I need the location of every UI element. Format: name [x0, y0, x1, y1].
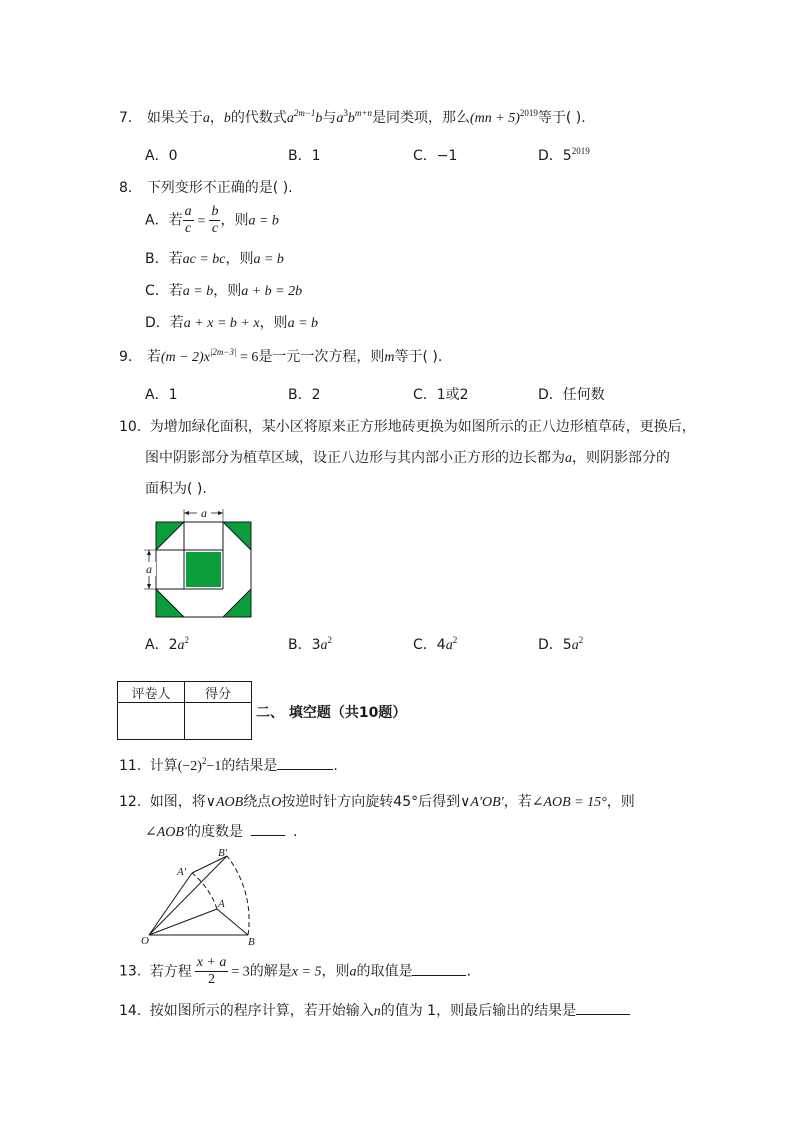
q10-line-2: 图中阴影部分为植草区域，设正八边形与其内部小正方形的边长都为a，则阴影部分的 — [145, 450, 670, 466]
fraction: $\frac{x + a}{2}$ — [196, 955, 227, 987]
answer-blank[interactable] — [412, 975, 466, 976]
label-o: O — [141, 935, 149, 947]
score-header: 得分 — [185, 682, 252, 703]
q11: 11. 计算$(-2)^2-1$的结果是 . — [119, 756, 338, 774]
q12-line-1: 12. 如图，将∨AOB绕点O按逆时针方向旋转45°后得到∨A′OB′，若∠AOB = 15°，则 — [119, 794, 635, 810]
inner-square — [186, 552, 221, 587]
fraction: $\frac{b}{c}$ — [211, 204, 219, 236]
label-b: B — [248, 936, 255, 948]
fig-label-left: a — [146, 562, 152, 576]
fraction: $\frac{a}{c}$ — [184, 204, 192, 236]
q14: 14. 按如图所示的程序计算，若开始输入n的值为 1，则最后输出的结果是 — [119, 1000, 630, 1020]
q13-number: 13. — [119, 963, 142, 980]
q9-option-c[interactable]: C．1或2 — [413, 387, 469, 403]
answer-blank[interactable] — [277, 769, 333, 770]
q9: 9. 若$(m - 2)x^{|2m-3|} = 6$是一元一次方程，则m等于( ). — [119, 347, 443, 365]
q7-option-d[interactable]: D．$5^{2019}$ — [538, 146, 590, 164]
q8-option-a[interactable]: A．若 $\frac{a}{c}$ = $\frac{b}{c}$ ，则a = b — [145, 204, 279, 236]
grader-cell[interactable] — [118, 703, 185, 740]
q12-number: 12. — [119, 794, 142, 810]
q11-number: 11. — [119, 758, 142, 774]
q7-option-a[interactable]: A．0 — [145, 148, 178, 164]
q10-line-3: 面积为( ). — [145, 481, 207, 497]
q8-option-c[interactable]: C．若a = b，则a + b = 2b — [145, 283, 303, 299]
fig-label-top: a — [201, 506, 207, 520]
q7-number: 7. — [119, 110, 133, 126]
q14-number: 14. — [119, 1003, 142, 1019]
label-a: A — [218, 898, 225, 910]
score-cell[interactable] — [185, 703, 252, 740]
section-heading: 二、 填空题（共10题） — [256, 705, 407, 721]
q8: 8. 下列变形不正确的是( ). — [119, 180, 293, 196]
q10-line-1: 10. 为增加绿化面积，某小区将原来正方形地砖更换为如图所示的正八边形植草砖，更换后， — [119, 419, 696, 435]
octagon-tile-figure — [140, 506, 256, 620]
score-table — [117, 681, 252, 740]
q8-number: 8. — [119, 180, 133, 196]
answer-blank[interactable] — [251, 835, 285, 836]
q9-option-d[interactable]: D．任何数 — [538, 387, 605, 403]
q10-option-a[interactable]: A．$2a^2$ — [145, 635, 189, 653]
q8-option-d[interactable]: D．若a + x = b + x，则a = b — [145, 315, 319, 331]
answer-blank[interactable] — [576, 1014, 630, 1015]
q9-number: 9. — [119, 349, 133, 365]
q9-option-a[interactable]: A．1 — [145, 387, 178, 403]
q10-option-b[interactable]: B．$3a^2$ — [288, 635, 333, 653]
q10-option-c[interactable]: C．$4a^2$ — [413, 635, 458, 653]
q13: 13. 若方程 $\frac{x + a}{2}$ = 3的解是x = 5，则a的取值是 . — [119, 955, 471, 987]
label-b-prime: B′ — [218, 847, 228, 859]
q7: 7. 如果关于a，b的代数式$a^{2m-1}b$与$a^3b^{m+n}$是同类项，那么(mn + 5)$^{2019}$等于( ). — [119, 108, 586, 126]
q10-number: 10. — [119, 419, 142, 435]
q8-option-b[interactable]: B．若ac = bc，则a = b — [145, 251, 284, 267]
rotation-figure — [140, 845, 270, 949]
q9-option-b[interactable]: B．2 — [288, 387, 321, 403]
q7-option-b[interactable]: B．1 — [288, 148, 321, 164]
grader-header: 评卷人 — [118, 682, 185, 703]
q10-option-d[interactable]: D．$5a^2$ — [538, 635, 584, 653]
label-a-prime: A′ — [177, 866, 187, 878]
q12-line-2: ∠AOB′的度数是 . — [145, 824, 298, 840]
q7-option-c[interactable]: C．−1 — [413, 148, 458, 164]
